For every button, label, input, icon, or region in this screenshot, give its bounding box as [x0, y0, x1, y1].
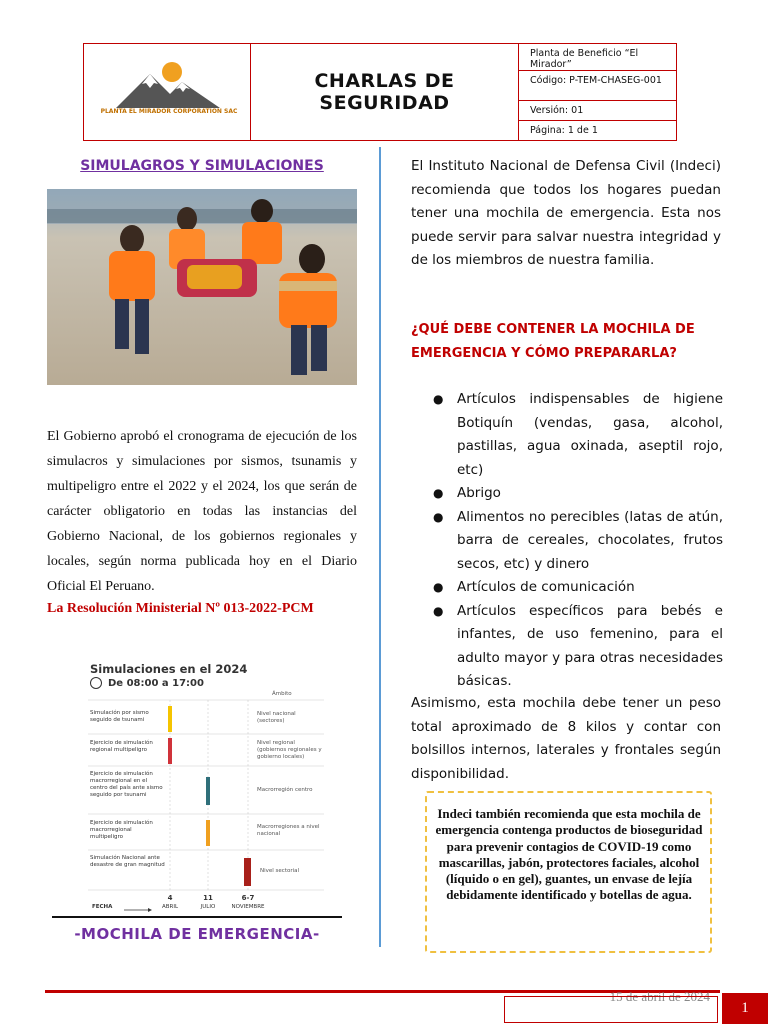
schedule-row-4-marker	[206, 820, 210, 846]
ambito-header: Ámbito	[272, 691, 292, 697]
schedule-row-5-ambito: Nivel sectorial	[260, 868, 300, 874]
list-item	[411, 576, 723, 600]
meta-plant: Planta de Beneficio “El Mirador”	[519, 44, 676, 71]
mochila-question-heading: ¿QUÉ DEBE CONTENER LA MOCHILA DE EMERGENCIA Y CÓMO PREPARARLA?	[411, 322, 695, 361]
schedule-row-1-name: Simulación por sismo seguido de tsunami	[90, 710, 149, 723]
list-item-text: Artículos de comunicación	[457, 579, 635, 595]
meta-code: Código: P-TEM-CHASEG-001	[519, 71, 676, 101]
schedule-row-2-marker	[168, 738, 172, 764]
bullet-icon: ●	[433, 580, 444, 594]
bullet-icon: ●	[433, 486, 444, 500]
date-3-day: 6-7	[241, 894, 255, 902]
date-axis-label: FECHA	[92, 904, 113, 910]
schedule-row-1-marker	[168, 706, 172, 732]
schedule-row-2-ambito: Nivel regional (gobiernos regionales y gobierno locales)	[257, 740, 322, 760]
section-title-simulacros: SIMULAGROS Y SIMULACIONES	[80, 158, 324, 174]
date-3-month: NOVIEMBRE	[231, 904, 265, 910]
list-item	[411, 482, 723, 506]
schedule-row-1-ambito: Nivel nacional (sectores)	[257, 711, 296, 724]
title-line-2: SEGURIDAD	[319, 92, 450, 114]
schedule-row-2-name: Ejercicio de simulación regional multipeligro	[90, 740, 153, 753]
schedule-row-3-name: Ejercicio de simulación macrorregional en el centro del país ante sismo seguido por tsunami	[90, 771, 163, 798]
list-item-text: Artículos específicos para bebés e infantes, de uso femenino, para el adulto mayor y para otras necesidades básicas.	[457, 602, 723, 689]
meta-version: Versión: 01	[519, 101, 676, 121]
page-number: 1	[722, 993, 768, 1024]
schedule-time: De 08:00 a 17:00	[108, 678, 204, 689]
meta-page: Página: 1 de 1	[530, 125, 598, 136]
list-item	[411, 506, 723, 577]
date-1-month: ABRIL	[161, 904, 179, 910]
footer-date: 15 de abril de 2024	[609, 989, 710, 1004]
list-item-text: Alimentos no perecibles (latas de atún, barra de cereales, chocolates, frutos secos, etc) y dinero	[457, 508, 723, 572]
mochila-items-list	[411, 388, 723, 694]
mountain-logo-icon	[112, 58, 224, 110]
bullet-icon: ●	[433, 603, 444, 618]
column-divider	[379, 147, 381, 947]
simulations-schedule-graphic	[52, 654, 342, 916]
list-item-text: Abrigo	[457, 485, 501, 501]
photo-illustration	[47, 189, 357, 385]
footer-box	[504, 996, 718, 1023]
document-title	[251, 44, 519, 140]
bullet-icon: ●	[433, 392, 444, 406]
schedule-row-4-name: Ejercicio de simulación macrorregional multipeligro	[90, 820, 153, 840]
schedule-row-3-ambito: Macrorregión centro	[257, 787, 313, 793]
schedule-row-5-marker	[244, 858, 251, 886]
list-item	[411, 600, 723, 694]
company-logo	[84, 44, 251, 140]
schedule-row-4-ambito: Macrorregiones a nivel nacional	[257, 824, 320, 837]
title-line-1: CHARLAS DE	[314, 70, 455, 92]
bullet-icon: ●	[433, 509, 444, 524]
document-meta	[519, 44, 676, 140]
schedule-row-5-name: Simulación Nacional ante desastre de gran magnitud	[90, 855, 165, 868]
simulacros-paragraph: El Gobierno aprobó el cronograma de ejecución de los simulacros y simulaciones por sismos, tsunamis y multipeligro entre el 2022 y el 2024, los que serán de carácter obligatorio en todas las instancias del Gobierno Nacional, de los gobiernos regionales y locales, según norma publicada hoy en el Diario Oficial El Peruano.	[47, 429, 357, 594]
table-underline	[52, 916, 342, 918]
resolution-reference: La Resolución Ministerial Nº 013-2022-PCM	[47, 601, 314, 616]
logo-caption: PLANTA EL MIRADOR CORPORATION SAC	[100, 108, 238, 115]
indeci-intro-paragraph: El Instituto Nacional de Defensa Civil (Indeci) recomienda que todos los hogares puedan tener una mochila de emergencia. Esta nos puede servir para salvar nuestra integridad y de los miembros de nuestra familia.	[411, 158, 721, 268]
list-item-text: Artículos indispensables de higiene Botiquín (vendas, gasa, alcohol, pastillas, agua oxinada, aseptil rojo, etc)	[457, 391, 723, 478]
section-title-mochila: -MOCHILA DE EMERGENCIA-	[74, 925, 320, 943]
list-item	[411, 388, 723, 482]
bioseguridad-note-text: Indeci también recomienda que esta mochila de emergencia contenga productos de bioseguridad para prevenir contagios de COVID-19 como mascarillas, jabón, protectores faciales, alcohol (líquido o en gel), guantes, un envase de lejía debidamente identificado y botellas de agua.	[435, 806, 703, 903]
rescue-drill-photo	[47, 189, 357, 385]
document-header	[83, 43, 677, 141]
mochila-weight-paragraph: Asimismo, esta mochila debe tener un peso total aproximado de 8 kilos y contar con bolsillos internos, laterales y frontales según disponibilidad.	[411, 695, 721, 782]
schedule-row-3-marker	[206, 777, 210, 805]
date-2-month: JULIO	[200, 904, 216, 910]
date-1-day: 4	[167, 894, 173, 902]
date-2-day: 11	[203, 894, 213, 902]
schedule-title: Simulaciones en el 2024	[90, 662, 248, 676]
